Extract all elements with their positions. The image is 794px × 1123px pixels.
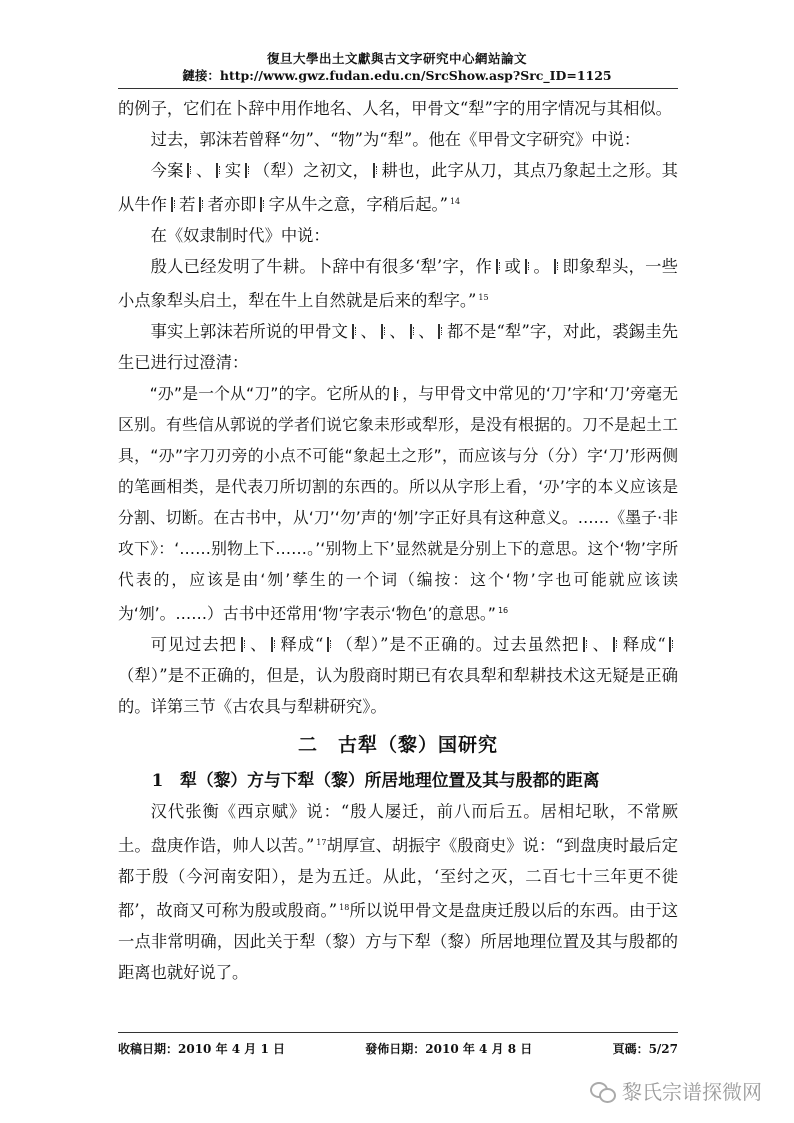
oracle-glyph-icon: [195, 197, 207, 212]
paragraph: 汉代张衡《西京赋》说：“殷人屡迁，前八而后五。居相圮耿，不常厥土。盘庚作诰，帅人以苦。” $^{17}$胡厚宣、胡振宇《殷商史》说：“到盘庚时最后定都于殷（今河南安阳），是为五迁。从此，‘至纣之灭，二百七十三年更不徙都’，故商又可称为殷或殷商。” $^{18}$所以说甲骨文是盘庚迁殷以后的东西。由于这一点非常明确，因此关于犁（黎）方与下犁（黎）所居地理位置及其与殷都的距离也就好说了。: [118, 802, 679, 982]
watermark-text: 黎氏宗谱探微网: [622, 1080, 762, 1104]
received-date: 收稿日期：2010 年 4 月 1 日: [118, 1042, 285, 1056]
footnote-ref: 16: [497, 606, 509, 615]
paragraph: 过去，郭沫若曾释“勿”、“物”为“犁”。他在《甲骨文字研究》中说：: [150, 130, 641, 149]
page-header: [0, 50, 794, 84]
oracle-glyph-icon: [241, 163, 253, 178]
header-link-line: [0, 67, 794, 84]
oracle-glyph-icon: [237, 637, 249, 652]
oracle-glyph-icon: [492, 259, 504, 274]
paragraph: 在《奴隶制时代》中说：: [150, 226, 330, 245]
page-footer: [118, 1040, 678, 1057]
oracle-glyph-icon: [369, 163, 381, 178]
section-title: 二 古犁（黎）国研究: [297, 734, 498, 756]
oracle-glyph-icon: [435, 324, 447, 339]
oracle-glyph-icon: [377, 324, 389, 339]
oracle-glyph-icon: [256, 197, 268, 212]
oracle-glyph-icon: [390, 387, 402, 401]
subsection-title: 1 犁（黎）方与下犁（黎）所居地理位置及其与殷都的距离: [151, 770, 600, 790]
oracle-glyph-icon: [579, 637, 591, 652]
oracle-glyph-icon: [348, 324, 360, 339]
header-link-label: 鏈接：: [182, 68, 220, 83]
paragraph: 殷人已经发明了牛耕。卜辞中有很多‘犁’字，作 或 。 即象犁头，一些小点象犁头启土，犁在牛上自然就是后来的犁字。” $^{15}$: [118, 257, 678, 310]
oracle-glyph-icon: [610, 637, 622, 652]
oracle-glyph-icon: [167, 197, 179, 212]
paragraph: 可见过去把 、 释成“ （犁）”是不正确的。过去虽然把 、 释成“（犁）”是不正确的，但是，认为殷商时期已有农具犁和犁耕技术这无疑是正确的。详第三节《古农具与犁耕研究》。: [118, 635, 678, 716]
footnote-ref: 14: [449, 197, 461, 206]
header-divider: [118, 88, 678, 89]
block-quote: “刅”是一个从“刀”的字。它所从的 ，与甲骨文中常见的‘刀’字和‘刀’旁毫无区别。有些信从郭说的学者们说它象耒形或犁形，是没有根据的。刀不是起土工具，“刅”字刀刃旁的小点不可能“象起土之形”，而应该与分（分）字‘刀’形两侧的笔画相类，是代表刀所切割的东西的。所以从字形上看，‘刅’字的本义应该是分割、切断。在古书中，从‘刀’‘勿’声的‘刎’字正好具有这种意义。……《墨子·非攻下》：‘……别物上下……。’‘别物上下’显然就是分别上下的意思。这个‘物’字所代表的，应该是由‘刎’孳生的一个词（编按：这个‘物’字也可能就应该读为‘刎’。……）古书中还常用‘物’字表示‘物色’的意思。” $^{16}$: [118, 384, 678, 623]
watermark: [590, 1076, 762, 1105]
footer-divider: [118, 1032, 678, 1033]
oracle-glyph-icon: [184, 163, 196, 178]
oracle-glyph-icon: [212, 163, 224, 178]
article-body: [118, 93, 678, 988]
footnote-ref: 15: [478, 293, 489, 302]
oracle-glyph-icon: [323, 637, 335, 652]
oracle-glyph-icon: [666, 637, 678, 652]
header-link-url[interactable]: http://www.gwz.fudan.edu.cn/SrcShow.asp?Src_ID=1125: [219, 68, 612, 83]
header-title: 復旦大學出土文獻與古文字研究中心網站論文: [266, 51, 527, 66]
wechat-icon: [590, 1080, 616, 1102]
paragraph: 的例子，它们在卜辞中用作地名、人名，甲骨文“犁”字的用字情况与其相似。: [118, 99, 672, 118]
paragraph: 事实上郭沫若所说的甲骨文 、 、 、 都不是“犁”字，对此，裘錫圭先生已进行过澄清：: [118, 322, 678, 372]
footnote-ref: 18: [339, 903, 350, 912]
oracle-glyph-icon: [521, 259, 533, 274]
published-date: 發佈日期：2010 年 4 月 8 日: [365, 1042, 533, 1056]
paragraph: 今案 、 实 （犁）之初文， 耕也，此字从刀，其点乃象起土之形。其从牛作 若 者亦即 字从牛之意，字稍后起。” $^{14}$: [118, 161, 678, 214]
oracle-glyph-icon: [550, 259, 562, 274]
footnote-ref: 17: [316, 838, 327, 847]
page-number: 頁碼：5/27: [612, 1042, 678, 1056]
oracle-glyph-icon: [406, 324, 418, 339]
oracle-glyph-icon: [267, 637, 279, 652]
